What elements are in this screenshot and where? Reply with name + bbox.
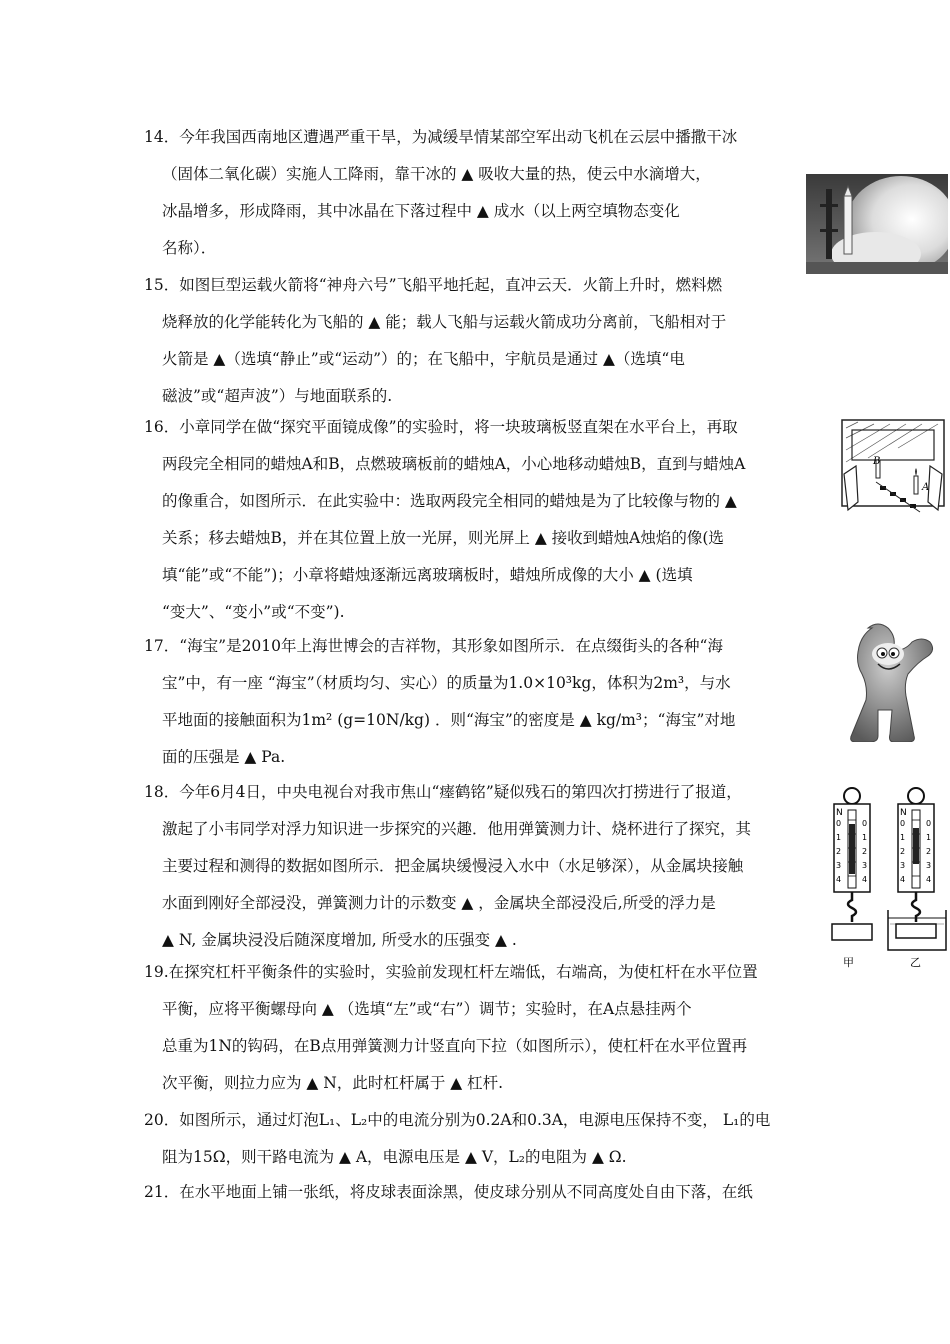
q17-line-2: 宝”中，有一座 “海宝”（材质均匀、实心）的质量为1.0×10³kg，体积为2m³，与水 [162, 674, 731, 692]
q19-line-3: 总重为1N的钩码，在B点用弹簧测力计竖直向下拉（如图所示），使杠杆在水平位置再 [162, 1037, 748, 1055]
scale-b-tick-0: 0 [900, 819, 906, 828]
caption-yi: 乙 [910, 956, 921, 969]
scale-a-tick-3: 3 [836, 861, 842, 870]
q18-line-3: 主要过程和测得的数据如图所示．把金属块缓慢浸入水中（水足够深），从金属块接触 [162, 857, 744, 875]
scale-a-unit-label: N [836, 808, 843, 818]
scale-b-tick-4-right: 4 [926, 875, 932, 884]
rocket-launch-image [806, 174, 948, 274]
candle-a-label: A [922, 482, 930, 493]
haibao-mascot-image [830, 620, 948, 742]
q19-line-1: 19.在探究杠杆平衡条件的实验时，实验前发现杠杆左端低，右端高，为使杠杆在水平位置 [144, 963, 758, 981]
q14-line-3: 冰晶增多，形成降雨，其中冰晶在下落过程中 ▲ 成水（以上两空填物态变化 [162, 202, 680, 220]
question-21 [144, 1174, 753, 1211]
q20-line-1: 20．如图所示，通过灯泡L₁、L₂中的电流分别为0.2A和0.3A，电源电压保持不变， L₁的电 [144, 1111, 771, 1129]
scale-b-tick-3-right: 3 [926, 861, 932, 870]
scale-a-tick-1-right: 1 [862, 833, 868, 842]
q14-line-2: （固体二氧化碳）实施人工降雨，靠干冰的 ▲ 吸收大量的热，使云中水滴增大， [162, 165, 711, 183]
scale-a-tick-4: 4 [836, 875, 842, 884]
q19-line-2: 平衡，应将平衡螺母向 ▲ （选填“左”或“右”）调节；实验时，在A点悬挂两个 [162, 1000, 692, 1018]
spring-scale-diagram [826, 784, 950, 974]
q16-line-2: 两段完全相同的蜡烛A和B，点燃玻璃板前的蜡烛A，小心地移动蜡烛B，直到与蜡烛A [162, 455, 746, 473]
q19-line-4: 次平衡，则拉力应为 ▲ N，此时杠杆属于 ▲ 杠杆. [162, 1074, 504, 1092]
rocket-launch-figure [806, 174, 948, 274]
q18-line-5: ▲ N, 金属块浸没后随深度增加, 所受水的压强变 ▲ . [162, 931, 517, 949]
scale-a-tick-2: 2 [836, 847, 842, 856]
scale-a-tick-3-right: 3 [862, 861, 868, 870]
scale-b-tick-1: 1 [900, 833, 906, 842]
scale-a-tick-2-right: 2 [862, 847, 868, 856]
q18-line-2: 激起了小韦同学对浮力知识进一步探究的兴趣．他用弹簧测力计、烧杯进行了探究，其 [162, 820, 752, 838]
candle-b-label: B [873, 456, 881, 467]
scale-b-unit-label: N [900, 808, 907, 818]
scale-b-tick-2: 2 [900, 847, 906, 856]
q15-line-2: 烧释放的化学能转化为飞船的 ▲ 能；载人飞船与运载火箭成功分离前，飞船相对于 [162, 313, 727, 331]
question-16 [144, 409, 745, 631]
q15-line-1: 15．如图巨型运载火箭将“神舟六号”飞船平地托起，直冲云天．火箭上升时，燃料燃 [144, 276, 723, 294]
q20-line-2: 阻为15Ω，则干路电流为 ▲ A，电源电压是 ▲ V，L₂的电阻为 ▲ Ω. [162, 1148, 627, 1166]
q17-line-3: 平地面的接触面积为1m² (g=10N/kg) ．则“海宝”的密度是 ▲ kg/m³；“海宝”对地 [162, 711, 736, 729]
q18-line-4: 水面到刚好全部浸没，弹簧测力计的示数变 ▲ ，金属块全部浸没后,所受的浮力是 [162, 894, 716, 912]
q16-line-5: 填“能”或“不能”)；小章将蜡烛逐渐远离玻璃板时，蜡烛所成像的大小 ▲ (选填 [162, 566, 693, 584]
caption-jia: 甲 [843, 956, 854, 969]
q17-line-4: 面的压强是 ▲ Pa. [162, 748, 286, 766]
q14-line-4: 名称）． [162, 239, 217, 257]
q16-line-1: 16．小章同学在做“探究平面镜成像”的实验时，将一块玻璃板竖直架在水平台上，再取 [144, 418, 738, 436]
plane-mirror-figure [838, 418, 948, 518]
q21-line-1: 21．在水平地面上铺一张纸，将皮球表面涂黑，使皮球分别从不同高度处自由下落，在纸 [144, 1183, 753, 1201]
scale-b-tick-0-right: 0 [926, 819, 932, 828]
haibao-mascot-figure [830, 620, 948, 742]
scale-a-tick-1: 1 [836, 833, 842, 842]
scale-b-tick-3: 3 [900, 861, 906, 870]
scale-a-tick-4-right: 4 [862, 875, 868, 884]
question-17 [144, 628, 735, 776]
plane-mirror-diagram [838, 418, 948, 518]
q17-line-1: 17．“海宝”是2010年上海世博会的吉祥物，其形象如图所示．在点缀街头的各种“海 [144, 637, 723, 655]
question-18 [144, 774, 751, 959]
question-14 [144, 119, 737, 267]
scale-b-tick-4: 4 [900, 875, 906, 884]
q15-line-4: 磁波”或“超声波”）与地面联系的. [162, 387, 393, 405]
q16-line-4: 关系；移去蜡烛B，并在其位置上放一光屏，则光屏上 ▲ 接收到蜡烛A烛焰的像(选 [162, 529, 724, 547]
q14-line-1: 14．今年我国西南地区遭遇严重干旱，为减缓旱情某部空军出动飞机在云层中播撒干冰 [144, 128, 738, 146]
question-15 [144, 267, 726, 415]
q15-line-3: 火箭是 ▲（选填“静止”或“运动”）的；在飞船中，宇航员是通过 ▲（选填“电 [162, 350, 685, 368]
q18-line-1: 18．今年6月4日，中央电视台对我市焦山“瘗鹤铭”疑似残石的第四次打捞进行了报道， [144, 783, 742, 801]
question-19 [144, 954, 758, 1102]
scale-a-tick-0: 0 [836, 819, 842, 828]
scale-b-tick-2-right: 2 [926, 847, 932, 856]
q16-line-3: 的像重合，如图所示．在此实验中：选取两段完全相同的蜡烛是为了比较像与物的 ▲ [162, 492, 737, 510]
scale-b-tick-1-right: 1 [926, 833, 932, 842]
spring-scale-figure [826, 784, 950, 974]
q16-line-6: “变大”、“变小”或“不变”). [162, 603, 345, 621]
scale-a-tick-0-right: 0 [862, 819, 868, 828]
question-20 [144, 1102, 770, 1176]
